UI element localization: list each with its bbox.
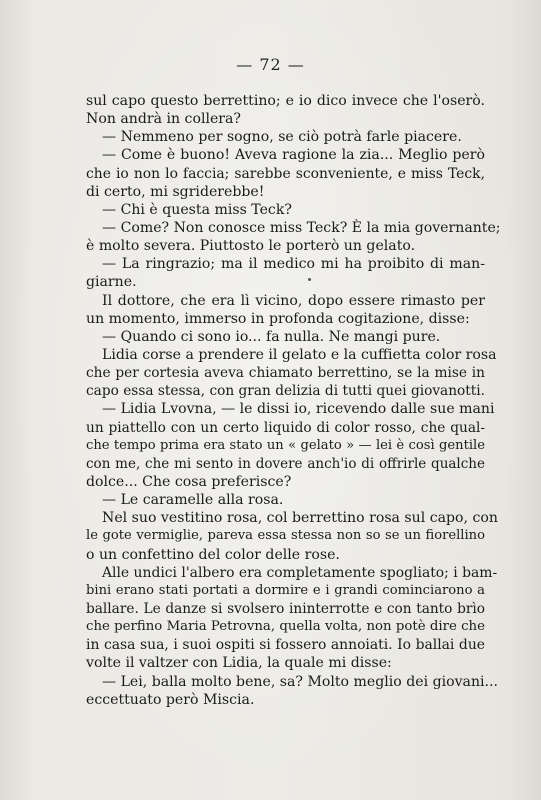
text-line: Non andrà in collera?	[86, 111, 241, 128]
text-line: — Come? Non conosce miss Teck? È la mia governante;	[102, 219, 501, 236]
text-line: Lidia corse a prendere il gelato e la cuffietta color rosa	[102, 346, 497, 363]
text-line: capo essa stessa, con gran delizia di tutti quei giovanotti.	[86, 383, 485, 400]
text-line: giarne.	[86, 274, 137, 291]
body-text	[86, 92, 501, 709]
text-line: — Chi è questa miss Teck?	[102, 201, 292, 218]
text-line: che io non lo faccia; sarebbe sconveniente, e miss Teck,	[86, 165, 485, 182]
text-line: — Lidia Lvovna, — le dissi io, ricevendo dalle sue mani	[102, 401, 495, 418]
text-line: volte il valtzer con Lidia, la quale mi disse:	[86, 655, 392, 672]
text-line: dolce... Che cosa preferisce?	[86, 473, 292, 490]
text-line: — Quando ci sono io... fa nulla. Ne mangi pure.	[102, 328, 441, 345]
text-line: sul capo questo berrettino; e io dico invece che l'oserò.	[86, 93, 485, 109]
text-line: un piattello con un certo liquido di color rosso, che qual-	[86, 419, 485, 436]
text-line: le gote vermiglie, pareva essa stessa non so se un fiorellino	[86, 528, 485, 544]
text-line: — Come è buono! Aveva ragione la zia... Meglio però	[102, 147, 485, 164]
text-line: eccettuato però Miscia.	[86, 691, 255, 708]
text-line: che per cortesia aveva chiamato berrettino, se la mise in	[86, 365, 485, 382]
text-line: — Le caramelle alla rosa.	[102, 492, 284, 509]
text-line: Nel suo vestitino rosa, col berrettino rosa sul capo, con	[102, 510, 498, 527]
text-line: — Nemmeno per sogno, se ciò potrà farle piacere.	[102, 129, 462, 146]
text-line: Alle undici l'albero era completamente spogliato; i bam-	[102, 564, 498, 581]
text-line: un momento, immerso in profonda cogitazione, disse:	[86, 310, 470, 327]
text-line: bini erano stati portati a dormire e i grandi cominciarono a	[86, 582, 485, 598]
text-line: ballare. Le danze si svolsero ininterrotte e con tanto brìo	[86, 600, 485, 617]
text-line: di certo, mi sgriderebbe!	[86, 183, 265, 200]
text-line: che tempo prima era stato un « gelato » — lei è così gentile	[86, 437, 485, 453]
text-line: — Lei, balla molto bene, sa? Molto meglio dei giovani...	[102, 673, 498, 690]
text-line: — La ringrazio; ma il medico mi ha proibito di man-	[102, 256, 485, 273]
text-line: con me, che mi sento in dovere anch'io di offrirle qualche	[86, 455, 485, 472]
page-number: — 72 —	[236, 55, 305, 74]
text-line: o un confettino del color delle rose.	[86, 546, 340, 563]
text-line: Il dottore, che era lì vicino, dopo essere rimasto per	[102, 292, 485, 309]
text-line: che perfino Maria Petrovna, quella volta, non potè dire che	[86, 619, 485, 635]
text-line: in casa sua, i suoi ospiti si fossero annoiati. Io ballai due	[86, 637, 485, 654]
text-line: è molto severa. Piuttosto le porterò un gelato.	[86, 238, 416, 255]
ink-speck	[308, 278, 311, 281]
